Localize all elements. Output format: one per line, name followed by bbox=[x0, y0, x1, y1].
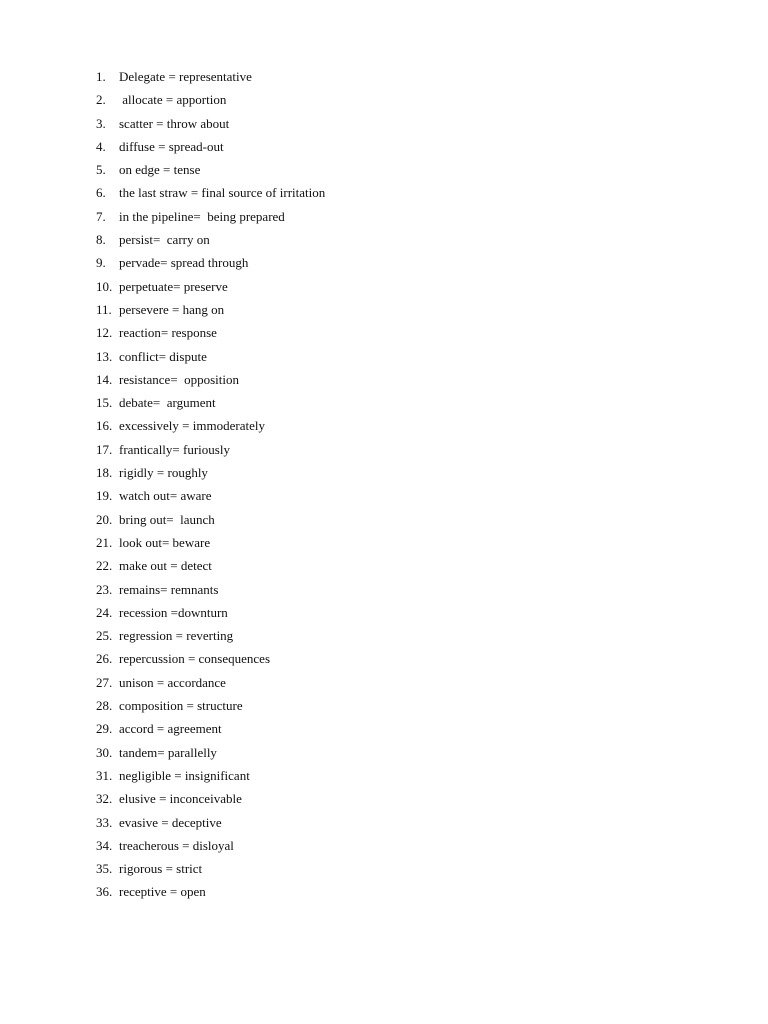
list-item-text: unison = accordance bbox=[119, 674, 226, 690]
list-item-number: 9. bbox=[96, 255, 106, 271]
list-item-number: 6. bbox=[96, 185, 106, 201]
list-item-number: 1. bbox=[96, 69, 106, 84]
list-item-text: in the pipeline= being prepared bbox=[119, 208, 285, 224]
list-item-number: 13. bbox=[96, 348, 113, 364]
list-item-number: 18. bbox=[96, 465, 113, 481]
list-item-number: 32. bbox=[96, 791, 113, 807]
list-item-number: 3. bbox=[96, 115, 106, 131]
list-item bbox=[96, 883, 325, 901]
list-item-number: 36. bbox=[96, 884, 113, 900]
list-item-number: 33. bbox=[96, 814, 113, 830]
list-item-text: diffuse = spread-out bbox=[119, 138, 224, 154]
list-item bbox=[96, 697, 325, 715]
list-item-number: 24. bbox=[96, 604, 113, 620]
list-item-text: excessively = immoderately bbox=[119, 418, 265, 434]
list-item bbox=[96, 68, 325, 86]
list-item bbox=[96, 91, 325, 109]
list-item-text: elusive = inconceivable bbox=[119, 791, 242, 807]
list-item-number: 34. bbox=[96, 837, 113, 853]
list-item-text: conflict= dispute bbox=[119, 348, 207, 364]
list-item bbox=[96, 371, 325, 389]
list-item bbox=[96, 767, 325, 785]
list-item-text: composition = structure bbox=[119, 698, 243, 714]
list-item-text: perpetuate= preserve bbox=[119, 278, 228, 294]
list-item-text: make out = detect bbox=[119, 558, 212, 574]
list-item-text: debate= argument bbox=[119, 395, 216, 411]
list-item-number: 25. bbox=[96, 628, 113, 644]
list-item bbox=[96, 348, 325, 366]
list-item-number: 28. bbox=[96, 698, 113, 714]
list-item bbox=[96, 441, 325, 459]
list-item-text: the last straw = final source of irritation bbox=[119, 185, 326, 201]
list-item-text: look out= beware bbox=[119, 534, 211, 550]
list-item bbox=[96, 394, 325, 412]
list-item-number: 4. bbox=[96, 138, 106, 154]
list-item-text: scatter = throw about bbox=[119, 115, 230, 131]
list-item bbox=[96, 115, 325, 133]
list-item-text: bring out= launch bbox=[119, 511, 215, 527]
list-item-text: frantically= furiously bbox=[119, 441, 230, 457]
list-item-number: 15. bbox=[96, 395, 113, 411]
list-item-number: 20. bbox=[96, 511, 113, 527]
list-item-number: 7. bbox=[96, 208, 106, 224]
list-item bbox=[96, 534, 325, 552]
list-item-text: persist= carry on bbox=[119, 232, 210, 248]
list-item bbox=[96, 417, 325, 435]
list-item bbox=[96, 278, 325, 296]
list-item-number: 30. bbox=[96, 744, 113, 760]
list-item-text: pervade= spread through bbox=[119, 255, 249, 271]
vocabulary-list bbox=[96, 68, 325, 907]
list-item bbox=[96, 720, 325, 738]
list-item-text: repercussion = consequences bbox=[119, 651, 270, 667]
list-item bbox=[96, 324, 325, 342]
list-item-number: 29. bbox=[96, 721, 113, 737]
list-item-number: 27. bbox=[96, 674, 113, 690]
list-item bbox=[96, 674, 325, 692]
list-item-number: 12. bbox=[96, 325, 113, 341]
list-item-text: persevere = hang on bbox=[119, 301, 225, 317]
list-item bbox=[96, 837, 325, 855]
list-item-text: regression = reverting bbox=[119, 628, 234, 644]
list-item bbox=[96, 184, 325, 202]
list-item bbox=[96, 511, 325, 529]
list-item-text: recession =downturn bbox=[119, 604, 228, 620]
list-item bbox=[96, 138, 325, 156]
list-item bbox=[96, 464, 325, 482]
list-item-text: allocate = apportion bbox=[119, 92, 227, 108]
list-item-number: 14. bbox=[96, 371, 113, 387]
list-item-text: treacherous = disloyal bbox=[119, 837, 234, 853]
list-item bbox=[96, 487, 325, 505]
list-item-text: resistance= opposition bbox=[119, 371, 239, 387]
list-item bbox=[96, 557, 325, 575]
list-item-text: rigidly = roughly bbox=[119, 465, 208, 481]
list-item bbox=[96, 301, 325, 319]
list-item bbox=[96, 161, 325, 179]
list-item-text: rigorous = strict bbox=[119, 861, 203, 877]
list-item-text: negligible = insignificant bbox=[119, 767, 250, 783]
list-item-number: 17. bbox=[96, 441, 113, 457]
list-item-number: 19. bbox=[96, 488, 113, 504]
list-item-text: evasive = deceptive bbox=[119, 814, 222, 830]
list-item-text: watch out= aware bbox=[119, 488, 212, 504]
list-item bbox=[96, 860, 325, 878]
list-item-text: Delegate = representative bbox=[119, 69, 252, 84]
list-item-number: 35. bbox=[96, 861, 113, 877]
list-item bbox=[96, 231, 325, 249]
list-item-number: 5. bbox=[96, 162, 106, 178]
list-item-text: receptive = open bbox=[119, 884, 206, 900]
list-item-number: 2. bbox=[96, 92, 106, 108]
list-item bbox=[96, 814, 325, 832]
list-item bbox=[96, 790, 325, 808]
list-item-text: on edge = tense bbox=[119, 162, 201, 178]
list-item-number: 10. bbox=[96, 278, 113, 294]
list-item-number: 11. bbox=[96, 301, 112, 317]
list-item-text: reaction= response bbox=[119, 325, 217, 341]
list-item-number: 8. bbox=[96, 232, 106, 248]
list-item-text: accord = agreement bbox=[119, 721, 222, 737]
list-item bbox=[96, 744, 325, 762]
list-item bbox=[96, 604, 325, 622]
list-item-text: tandem= parallelly bbox=[119, 744, 217, 760]
list-item bbox=[96, 627, 325, 645]
list-item-number: 26. bbox=[96, 651, 113, 667]
list-item bbox=[96, 254, 325, 272]
list-item-number: 22. bbox=[96, 558, 113, 574]
list-item bbox=[96, 208, 325, 226]
list-item-number: 21. bbox=[96, 534, 113, 550]
list-item-text: remains= remnants bbox=[119, 581, 219, 597]
list-item bbox=[96, 650, 325, 668]
list-item-number: 31. bbox=[96, 767, 113, 783]
list-item bbox=[96, 581, 325, 599]
list-item-number: 23. bbox=[96, 581, 113, 597]
list-item-number: 16. bbox=[96, 418, 113, 434]
